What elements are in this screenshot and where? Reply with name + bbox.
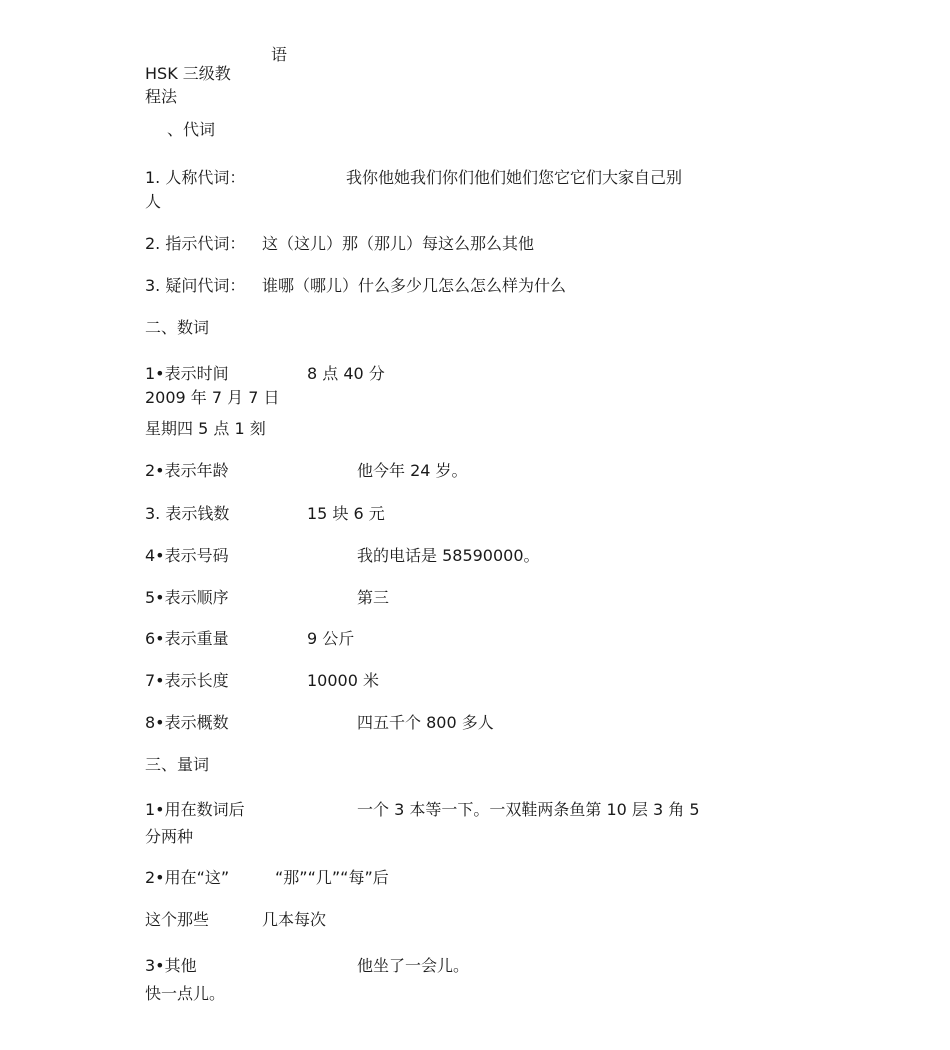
- item-content: 他坐了一会儿。: [357, 956, 470, 975]
- item-content: “那”“几”“每”后: [275, 868, 389, 887]
- document-title-line1: HSK 三级教: [145, 64, 231, 83]
- item-content: 8 点 40 分: [307, 364, 385, 383]
- item-label: 6•表示重量: [145, 629, 229, 648]
- item-label: 2•表示年龄: [145, 461, 229, 480]
- item-label: 1•用在数词后: [145, 800, 245, 819]
- item-label: 7•表示长度: [145, 671, 229, 690]
- item-content: 我你他她我们你们他们她们您它它们大家自己别: [346, 168, 683, 187]
- document-title-line2: 程法: [145, 87, 178, 106]
- item-content-continued: 人: [145, 192, 162, 211]
- item-content: 10000 米: [307, 671, 379, 690]
- item-content-continued: 2009 年 7 月 7 日: [145, 388, 280, 407]
- item-content: 15 块 6 元: [307, 504, 385, 523]
- item-label: 5•表示顺序: [145, 588, 229, 607]
- item-content: 第三: [357, 588, 390, 607]
- item-content-continued: 快一点儿。: [145, 984, 226, 1003]
- item-content: 四五千个 800 多人: [357, 713, 494, 732]
- item-label: 3. 表示钱数: [145, 504, 230, 523]
- section-heading-pronouns: 、代词: [167, 120, 216, 139]
- item-label: 1. 人称代词：: [145, 168, 246, 187]
- item-content: 一个 3 本等一下。一双鞋两条鱼第 10 层 3 角 5: [357, 800, 700, 819]
- item-content: 9 公斤: [307, 629, 355, 648]
- section-heading-numerals: 二、数词: [145, 318, 210, 337]
- item-label: 2•用在“这”: [145, 868, 230, 887]
- item-label: 2. 指示代词：: [145, 234, 246, 253]
- item-label: 4•表示号码: [145, 546, 229, 565]
- item-content: 几本每次: [262, 910, 327, 929]
- section-heading-measure-words: 三、量词: [145, 755, 210, 774]
- item-label: 8•表示概数: [145, 713, 229, 732]
- item-label: 3•其他: [145, 956, 197, 975]
- item-content: 我的电话是 58590000。: [357, 546, 540, 565]
- item-content: 谁哪（哪儿）什么多少几怎么怎么样为什么: [262, 276, 567, 295]
- item-label: 这个那些: [145, 910, 210, 929]
- item-label: 3. 疑问代词：: [145, 276, 246, 295]
- item-label: 1•表示时间: [145, 364, 229, 383]
- item-content: 这（这儿）那（那儿）每这么那么其他: [262, 234, 535, 253]
- item-content-continued: 星期四 5 点 1 刻: [145, 419, 266, 438]
- item-content: 他今年 24 岁。: [357, 461, 468, 480]
- item-content-continued: 分两种: [145, 827, 194, 846]
- header-top-char: 语: [271, 45, 288, 64]
